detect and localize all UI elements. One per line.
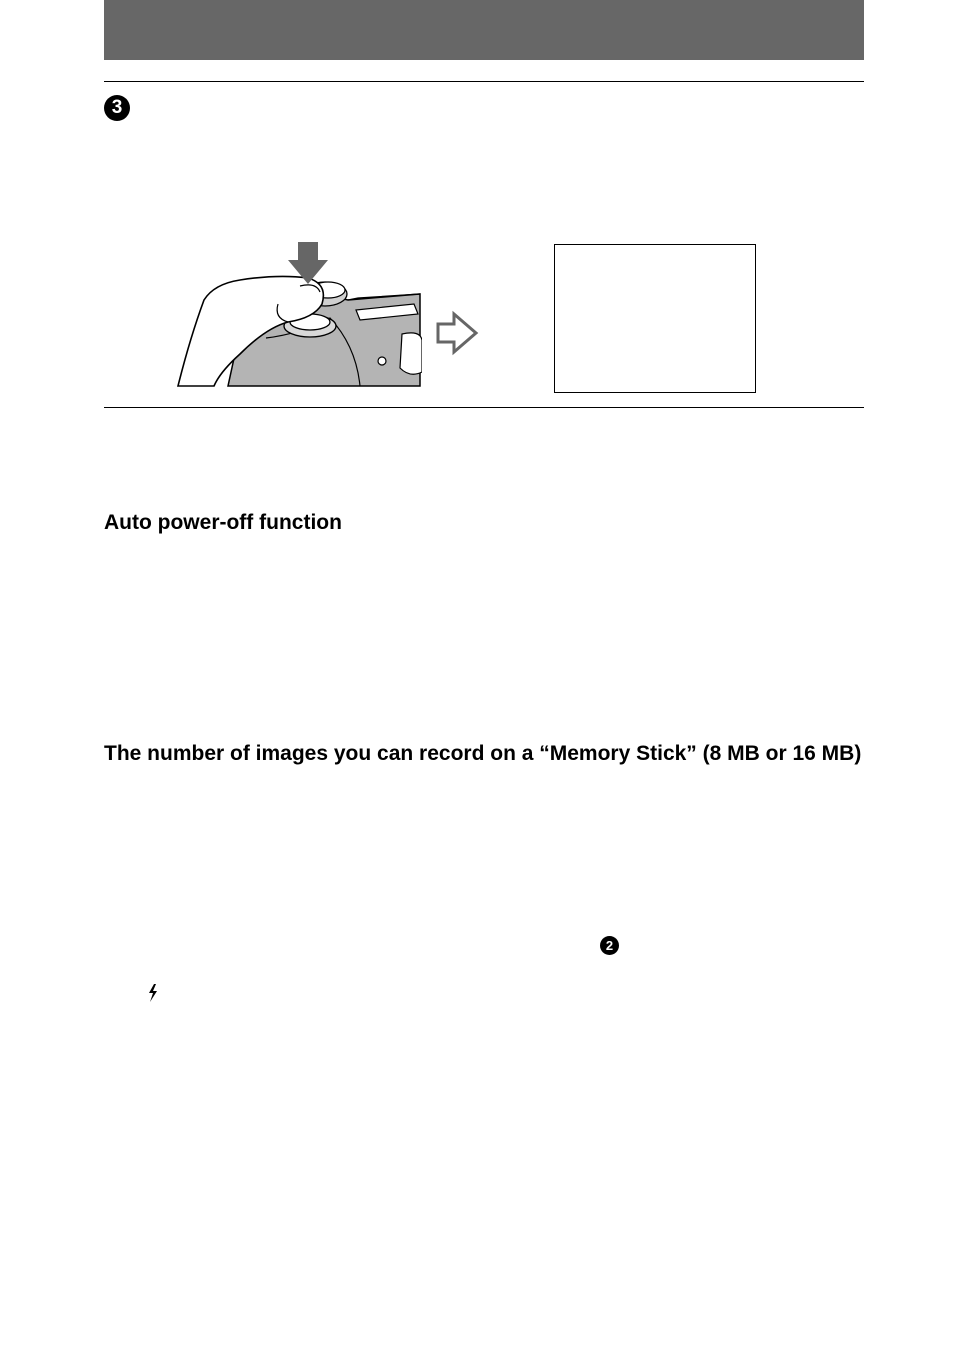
section-heading-image-count: The number of images you can record on a “Memory Stick” (8 MB or 16 MB) [104,742,862,765]
inline-step-number-badge: 2 [600,936,619,955]
illustration-bottom-rule [104,407,864,408]
section-heading-auto-power-off: Auto power-off function [104,511,342,534]
hand-pressing-shutter-illustration [170,238,422,388]
flash-icon [146,983,160,1003]
lcd-screen-frame [554,244,756,393]
top-rule [104,81,864,82]
step-number-badge: 3 [104,95,130,121]
header-band [104,0,864,60]
right-outline-arrow-icon [434,310,480,356]
